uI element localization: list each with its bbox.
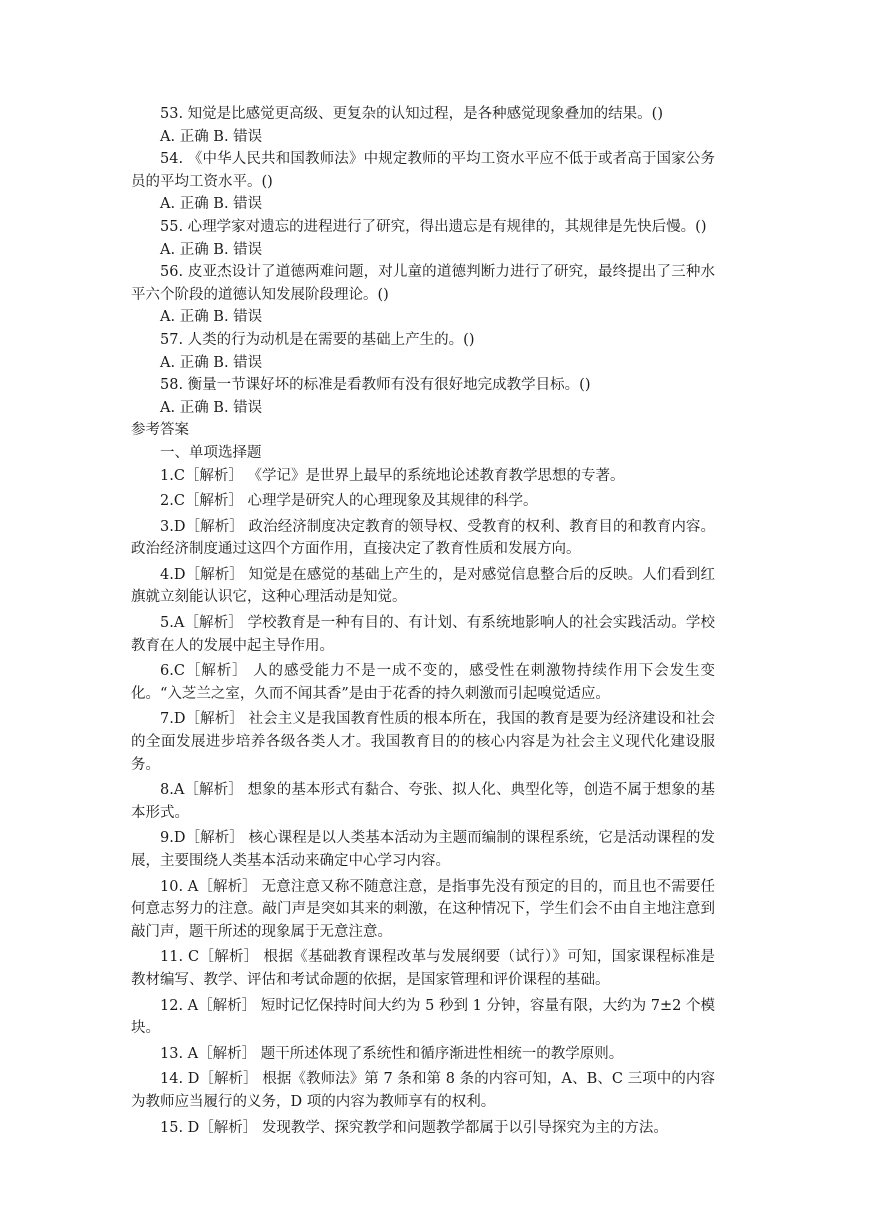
question-58 [131,374,715,419]
question-56 [131,261,715,329]
answer-item: 3.D［解析］ 政治经济制度决定教育的领导权、受教育的权利、教育目的和教育内容。政治经济制度通过这四个方面作用，直接决定了教育性质和发展方向。 [131,518,715,558]
question-options: A. 正确 B. 错误 [160,309,263,326]
question-55 [131,216,715,261]
question-53 [131,103,715,148]
question-text: 56. 皮亚杰设计了道德两难问题，对儿童的道德判断力进行了研究，最终提出了三种水平六个阶段的道德认知发展阶段理论。() [131,264,715,303]
answer-item: 7.D［解析］ 社会主义是我国教育性质的根本所在，我国的教育是要为经济建设和社会的全面发展进步培养各级各类人才。我国教育目的的核心内容是为社会主义现代化建设服务。 [131,711,715,773]
answer-item: 14. D［解析］ 根据《教师法》第 7 条和第 8 条的内容可知，A、B、C 三项中的内容为教师应当履行的义务，D 项的内容为教师享有的权利。 [131,1071,715,1110]
answer-item: 11. C［解析］ 根据《基础教育课程改革与发展纲要（试行）》可知，国家课程标准是教材编写、教学、评估和考试命题的依据，是国家管理和评价课程的基础。 [131,949,715,988]
question-options: A. 正确 B. 错误 [160,399,263,416]
answer-item: 12. A［解析］ 短时记忆保持时间大约为 5 秒到 1 分钟，容量有限，大约为 7±2 个模块。 [131,997,715,1037]
section-title: 一、单项选择题 [160,444,262,461]
question-54 [131,148,715,216]
question-text: 53. 知觉是比感觉更高级、更复杂的认知过程，是各种感觉现象叠加的结果。() [160,106,663,122]
answers-heading: 参考答案 [131,422,189,439]
answer-item: 15. D［解析］ 发现教学、探究教学和问题教学都属于以引导探究为主的方法。 [160,1119,668,1136]
answer-item: 9.D［解析］ 核心课程是以人类基本活动为主题而编制的课程系统，它是活动课程的发展，主要围绕人类基本活动来确定中心学习内容。 [131,830,715,869]
answer-item: 1.C［解析］ 《学记》是世界上最早的系统地论述教育教学思想的专著。 [160,467,625,484]
question-options: A. 正确 B. 错误 [160,354,263,371]
answer-item: 8.A［解析］ 想象的基本形式有黏合、夸张、拟人化、典型化等，创造不属于想象的基本形式。 [131,782,715,821]
question-text: 58. 衡量一节课好坏的标准是看教师有没有很好地完成教学目标。() [160,377,591,394]
answer-item: 5.A［解析］ 学校教育是一种有目的、有计划、有系统地影响人的社会实践活动。学校教育在人的发展中起主导作用。 [131,615,715,654]
answer-item: 2.C［解析］ 心理学是研究人的心理现象及其规律的科学。 [160,493,538,510]
answer-item: 6.C［解析］ 人的感受能力不是一成不变的，感受性在刺激物持续作用下会发生变化。“入芝兰之室，久而不闻其香”是由于花香的持久刺激而引起嗅觉适应。 [131,663,715,702]
question-options: A. 正确 B. 错误 [160,196,263,213]
question-text: 57. 人类的行为动机是在需要的基础上产生的。() [160,331,475,348]
answer-item: 13. A［解析］ 题干所述体现了系统性和循序渐进性相统一的教学原则。 [160,1045,624,1062]
question-text: 55. 心理学家对遗忘的进程进行了研究，得出遗忘是有规律的，其规律是先快后慢。() [160,218,707,235]
question-57 [131,329,715,374]
question-options: A. 正确 B. 错误 [160,128,263,145]
document-body [131,103,715,1142]
answer-item: 4.D［解析］ 知觉是在感觉的基础上产生的，是对感觉信息整合后的反映。人们看到红旗就立刻能认识它，这种心理活动是知觉。 [131,566,715,606]
answer-item: 10. A［解析］ 无意注意又称不随意注意，是指事先没有预定的目的，而且也不需要任何意志努力的注意。敲门声是突如其来的刺激，在这种情况下，学生们会不由自主地注意到敲门声，题干所述的现象属于无意注意。 [131,878,715,940]
question-options: A. 正确 B. 错误 [160,241,263,258]
question-text: 54. 《中华人民共和国教师法》中规定教师的平均工资水平应不低于或者高于国家公务员的平均工资水平。() [131,151,715,190]
